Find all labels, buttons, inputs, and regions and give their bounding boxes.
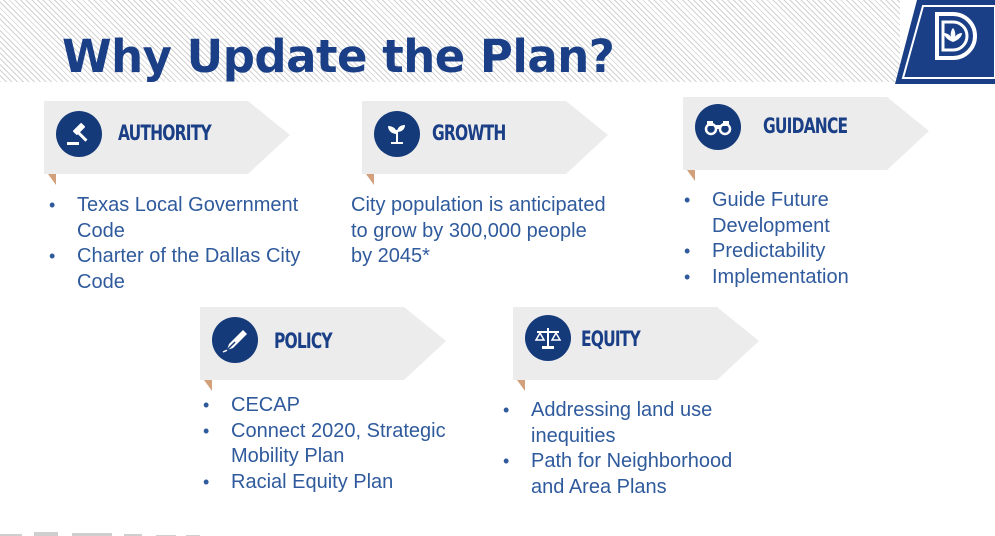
- equity-label: EQUITY: [581, 327, 640, 351]
- list-item: • Guide Future Development: [684, 188, 924, 239]
- scales-icon: [525, 315, 571, 361]
- policy-list: [203, 393, 493, 495]
- list-item: • Path for Neighborhood and Area Plans: [503, 449, 763, 500]
- growth-text: [351, 193, 611, 270]
- list-item: • Texas Local Government Code: [49, 193, 319, 244]
- equity-list: [503, 398, 763, 500]
- list-item: • Predictability: [684, 239, 924, 265]
- guidance-card: [683, 97, 933, 182]
- authority-card: [44, 101, 294, 186]
- list-item: • Charter of the Dallas City Code: [49, 244, 319, 295]
- guidance-label: GUIDANCE: [763, 114, 848, 138]
- growth-description: City population is anticipated to grow by 300,000 people by 2045*: [351, 194, 606, 268]
- list-item: • Connect 2020, Strategic Mobility Plan: [203, 419, 493, 470]
- list-item: • Racial Equity Plan: [203, 470, 493, 496]
- list-item: • CECAP: [203, 393, 493, 419]
- authority-label: AUTHORITY: [118, 121, 211, 145]
- sprout-icon: [374, 111, 420, 157]
- policy-card: [200, 307, 450, 392]
- growth-card: [362, 101, 612, 186]
- policy-label: POLICY: [274, 329, 332, 353]
- list-item: • Addressing land use inequities: [503, 398, 763, 449]
- footer-partner-logos: [0, 524, 220, 536]
- page-title: Why Update the Plan?: [62, 30, 615, 83]
- authority-list: [49, 193, 319, 295]
- guidance-list: [684, 188, 924, 290]
- equity-card: [513, 307, 763, 392]
- growth-label: GROWTH: [432, 121, 506, 145]
- gavel-icon: [56, 111, 102, 157]
- dallas-logo: [895, 0, 995, 84]
- fountain-pen-icon: [212, 317, 258, 363]
- binoculars-icon: [695, 104, 741, 150]
- list-item: • Implementation: [684, 265, 924, 291]
